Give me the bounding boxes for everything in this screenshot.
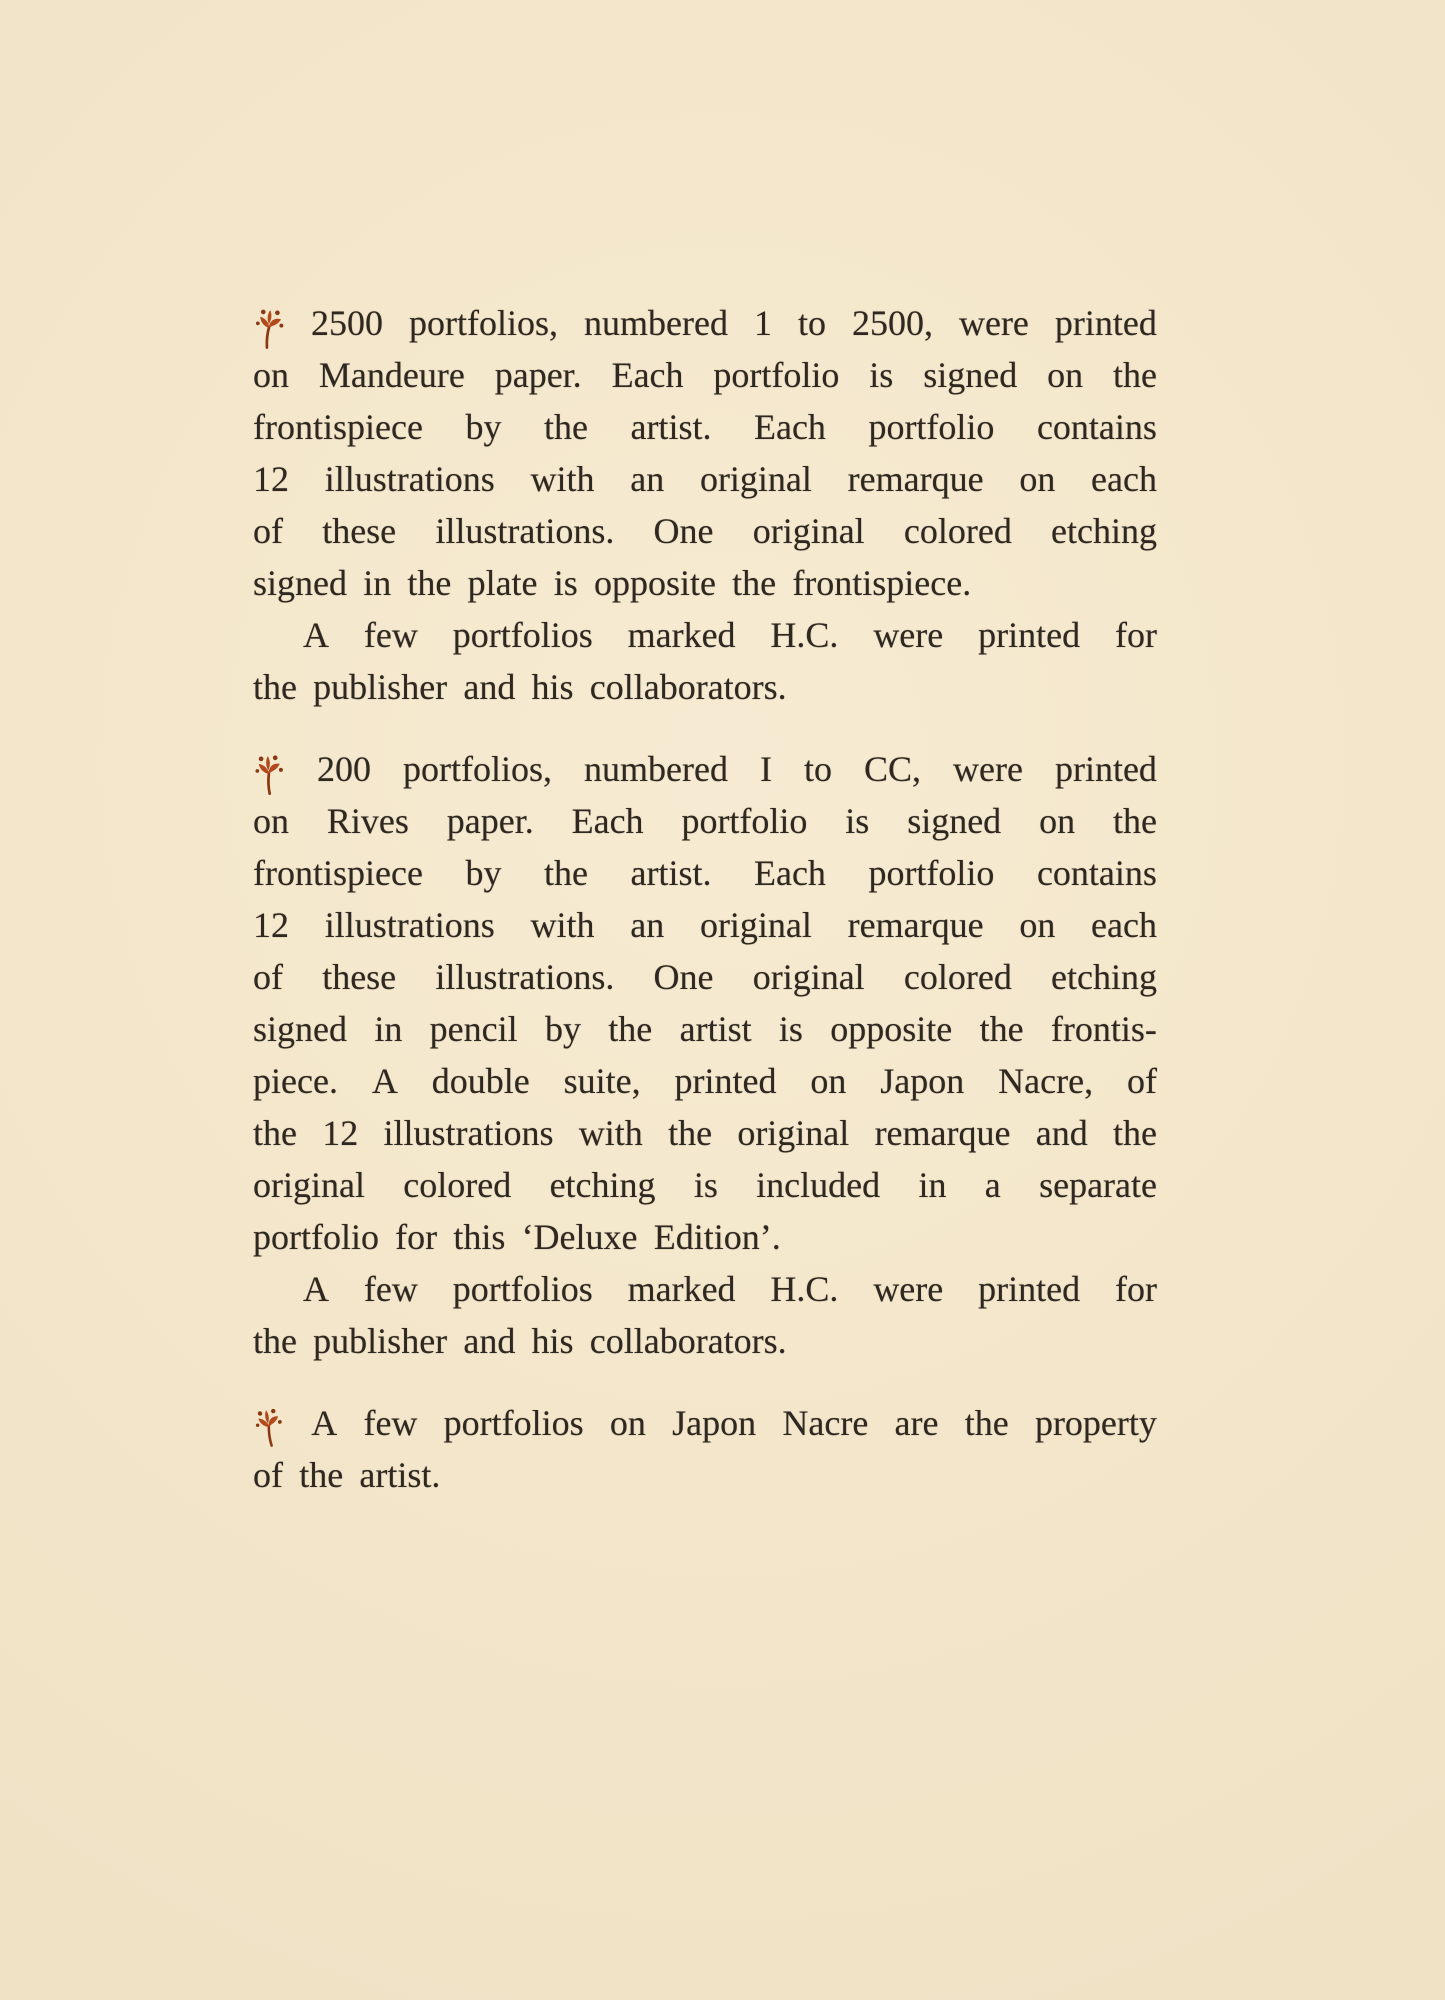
word: the — [1112, 801, 1157, 841]
word: frontis- — [1050, 1009, 1157, 1049]
word: portfolios — [452, 1269, 593, 1309]
word: numbered — [584, 749, 728, 789]
text-line — [253, 557, 1157, 609]
word: suite, — [563, 1061, 641, 1101]
word: original — [737, 1113, 850, 1153]
word: portfolios, — [409, 303, 558, 343]
word: were — [873, 1269, 944, 1309]
word: Each — [571, 801, 644, 841]
word: a — [984, 1165, 1001, 1205]
word: Each — [611, 355, 684, 395]
word: paper. — [494, 355, 582, 395]
word: frontispiece — [253, 853, 423, 893]
word: remarque — [874, 1113, 1011, 1153]
word: illustrations — [324, 459, 495, 499]
text-line — [253, 401, 1157, 453]
word: on — [1047, 355, 1084, 395]
word: illustrations. — [435, 957, 615, 997]
word: original — [752, 957, 865, 997]
text-line — [253, 1397, 1157, 1449]
word: is — [693, 1165, 718, 1205]
word: were — [953, 749, 1023, 789]
word: remarque — [847, 459, 984, 499]
text-line — [253, 899, 1157, 951]
text-line — [253, 1315, 1157, 1367]
word: Japon — [672, 1403, 757, 1443]
word: remarque — [847, 905, 984, 945]
word: portfolio — [681, 801, 808, 841]
word: an — [630, 905, 665, 945]
word: 2500 — [311, 303, 383, 343]
word: is — [869, 355, 894, 395]
text-line — [253, 1003, 1157, 1055]
word: double — [431, 1061, 530, 1101]
text-line — [253, 1211, 1157, 1263]
word: of — [253, 957, 283, 997]
word: the — [608, 1009, 653, 1049]
word: A — [303, 1269, 329, 1309]
text-line — [253, 661, 1157, 713]
text-line — [253, 453, 1157, 505]
word: for — [1115, 615, 1157, 655]
paragraph-3 — [253, 1397, 1157, 1501]
text-line — [253, 297, 1157, 349]
word: by — [465, 853, 502, 893]
word: on — [1019, 905, 1056, 945]
word: portfolios, — [403, 749, 552, 789]
word: Each — [753, 407, 826, 447]
word: pencil — [429, 1009, 518, 1049]
paragraph-2 — [253, 743, 1157, 1367]
word: by — [465, 407, 502, 447]
word: of — [1126, 1061, 1157, 1101]
line-text: signed in the plate is opposite the frontispiece. — [253, 563, 972, 603]
word: artist. — [630, 853, 712, 893]
word: original — [752, 511, 865, 551]
word: included — [756, 1165, 881, 1205]
word: by — [544, 1009, 581, 1049]
text-line — [253, 609, 1157, 661]
word: signed — [253, 1009, 347, 1049]
word: A — [311, 1403, 338, 1443]
text-block — [253, 297, 1157, 1501]
text-line — [253, 1263, 1157, 1315]
word: the — [253, 1113, 297, 1153]
word: of — [253, 511, 283, 551]
word: original — [253, 1165, 365, 1205]
word: One — [653, 511, 714, 551]
word: each — [1091, 905, 1157, 945]
word: Japon — [880, 1061, 965, 1101]
word: separate — [1039, 1165, 1157, 1205]
word: printed — [674, 1061, 777, 1101]
word: CC, — [863, 749, 921, 789]
word: with — [530, 459, 595, 499]
word: property — [1034, 1403, 1157, 1443]
word: the — [964, 1403, 1009, 1443]
word: Nacre — [782, 1403, 869, 1443]
fleuron-icon — [252, 751, 286, 796]
word: 200 — [317, 749, 371, 789]
word: illustrations. — [435, 511, 615, 551]
word: portfolio — [868, 853, 995, 893]
word: the — [979, 1009, 1024, 1049]
word: printed — [978, 615, 1081, 655]
word: were — [873, 615, 944, 655]
word: etching — [1051, 957, 1157, 997]
word: contains — [1036, 407, 1157, 447]
word: printed — [978, 1269, 1081, 1309]
word: colored — [403, 1165, 512, 1205]
word: Rives — [326, 801, 409, 841]
word: are — [894, 1403, 939, 1443]
word: H.C. — [770, 615, 839, 655]
word: the — [543, 853, 588, 893]
word: frontispiece — [253, 407, 423, 447]
word: etching — [1051, 511, 1157, 551]
word: colored — [903, 511, 1012, 551]
word: on — [253, 801, 289, 841]
word: to — [797, 303, 826, 343]
word: 12 — [253, 459, 289, 499]
word: on — [1039, 801, 1076, 841]
word: Nacre, — [998, 1061, 1094, 1101]
word: A — [371, 1061, 398, 1101]
word: 2500, — [851, 303, 933, 343]
text-line — [253, 951, 1157, 1003]
word: Each — [753, 853, 826, 893]
word: 12 — [322, 1113, 359, 1153]
text-line — [253, 505, 1157, 557]
word: piece. — [253, 1061, 338, 1101]
word: portfolio — [868, 407, 995, 447]
text-line — [253, 1107, 1157, 1159]
word: with — [578, 1113, 643, 1153]
word: One — [653, 957, 714, 997]
word: with — [530, 905, 595, 945]
word: the — [1113, 1113, 1157, 1153]
fleuron-icon — [251, 1404, 287, 1450]
text-line — [253, 1055, 1157, 1107]
word: colored — [903, 957, 1012, 997]
word: signed — [923, 355, 1018, 395]
word: portfolios — [443, 1403, 584, 1443]
text-line — [253, 1159, 1157, 1211]
word: for — [1115, 1269, 1157, 1309]
word: the — [543, 407, 588, 447]
word: A — [303, 615, 329, 655]
word: few — [363, 615, 418, 655]
line-text: the publisher and his collaborators. — [253, 667, 787, 707]
word: portfolio — [713, 355, 840, 395]
word: to — [803, 749, 832, 789]
word: on — [810, 1061, 847, 1101]
line-text: the publisher and his collaborators. — [253, 1321, 787, 1361]
word: 1 — [753, 303, 772, 343]
fleuron-icon — [251, 304, 287, 351]
word: in — [374, 1009, 403, 1049]
word: on — [1019, 459, 1056, 499]
word: I — [759, 749, 772, 789]
word: these — [322, 957, 397, 997]
word: illustrations — [383, 1113, 554, 1153]
word: etching — [549, 1165, 656, 1205]
word: portfolios — [452, 615, 593, 655]
paragraph-1 — [253, 297, 1157, 713]
word: Mandeure — [318, 355, 465, 395]
word: an — [630, 459, 665, 499]
word: artist. — [630, 407, 712, 447]
line-text: portfolio for this ‘Deluxe Edition’. — [253, 1217, 781, 1257]
word: original — [699, 905, 812, 945]
word: H.C. — [770, 1269, 839, 1309]
word: paper. — [446, 801, 534, 841]
word: in — [918, 1165, 947, 1205]
word: marked — [627, 615, 736, 655]
word: the — [668, 1113, 713, 1153]
word: is — [845, 801, 870, 841]
text-line — [253, 743, 1157, 795]
word: is — [778, 1009, 803, 1049]
text-line — [253, 349, 1157, 401]
word: 12 — [253, 905, 289, 945]
word: printed — [1054, 303, 1157, 343]
word: each — [1091, 459, 1157, 499]
line-text: of the artist. — [253, 1455, 441, 1495]
word: printed — [1054, 749, 1157, 789]
word: and — [1035, 1113, 1088, 1153]
word: numbered — [584, 303, 728, 343]
word: on — [609, 1403, 646, 1443]
text-line — [253, 847, 1157, 899]
word: on — [253, 355, 289, 395]
text-line — [253, 795, 1157, 847]
word: artist — [679, 1009, 752, 1049]
word: few — [363, 1403, 418, 1443]
word: illustrations — [324, 905, 495, 945]
word: contains — [1036, 853, 1157, 893]
word: were — [958, 303, 1029, 343]
word: opposite — [830, 1009, 953, 1049]
word: these — [322, 511, 397, 551]
word: signed — [907, 801, 1002, 841]
text-line — [253, 1449, 1157, 1501]
word: few — [363, 1269, 418, 1309]
word: original — [699, 459, 812, 499]
word: the — [1112, 355, 1157, 395]
word: marked — [627, 1269, 736, 1309]
